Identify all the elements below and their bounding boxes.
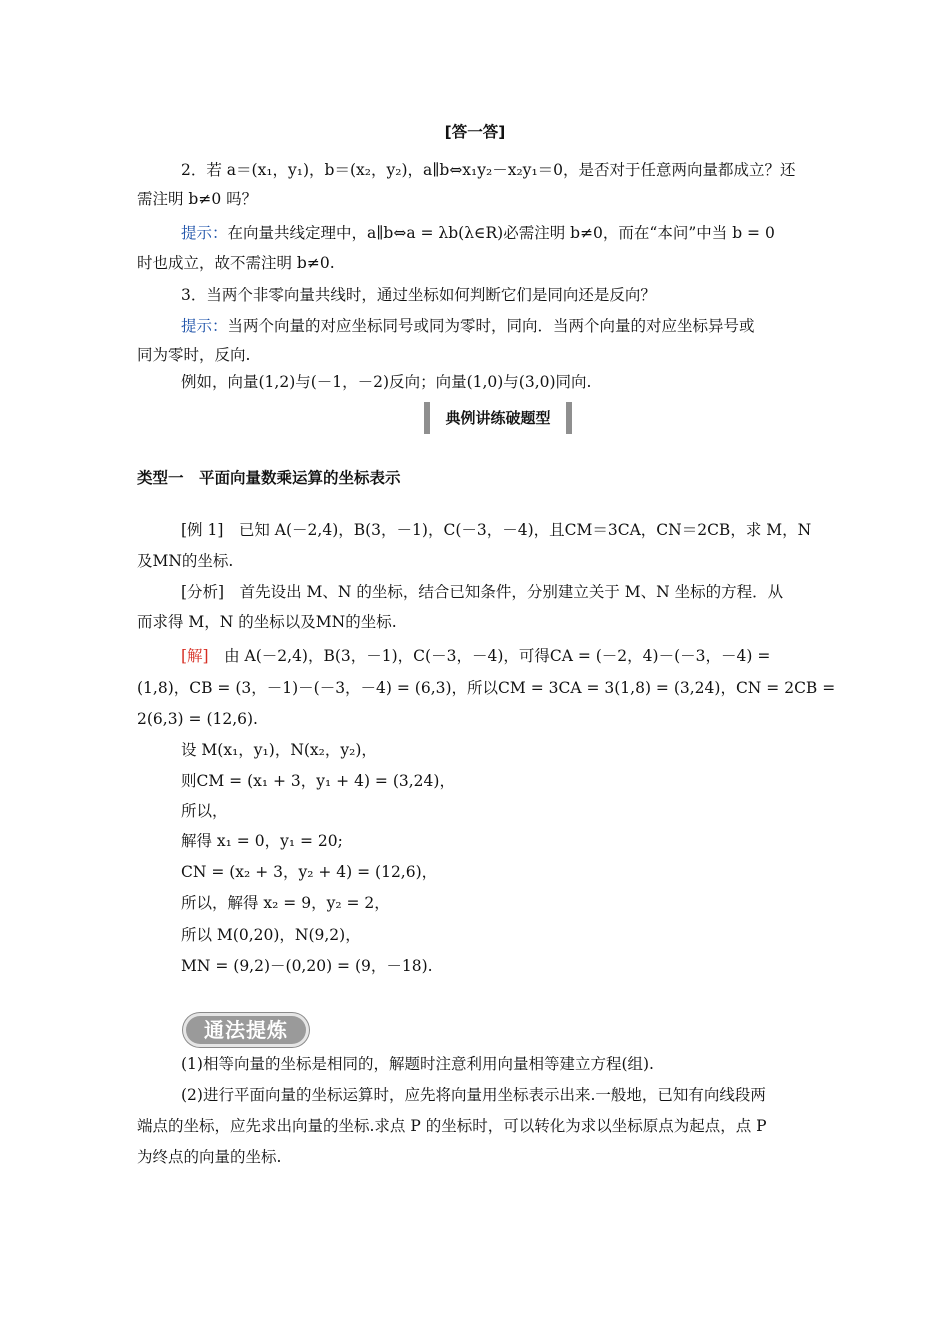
solution-step: CN = (x₂ + 3，y₂ + 4) = (12,6)，	[181, 863, 438, 881]
solution-line-3: 2(6,3) = (12,6).	[137, 710, 258, 728]
solution-step: 所以，	[181, 802, 228, 820]
section-banner	[424, 402, 572, 434]
solution-line-1	[181, 646, 817, 666]
summary-point-2-line-2: 端点的坐标，应先求出向量的坐标.求点 P 的坐标时，可以转化为求以坐标原点为起点，点 P	[137, 1117, 767, 1135]
hint-2-line-2: 同为零时，反向.	[137, 346, 251, 364]
method-summary-label: 通法提炼	[204, 1018, 288, 1042]
question-2-line-2: 需注明 b≠0 吗？	[137, 190, 258, 208]
method-summary-badge	[183, 1013, 309, 1047]
banner-title: 典例讲练破题型	[445, 409, 551, 427]
solution-line-2: (1,8)，CB = (3，－1)－(－3，－4) = (6,3)，所以CM = 3CA = 3(1,8) = (3,24)，CN = 2CB =	[137, 679, 836, 697]
hint-2-line-1	[181, 316, 817, 336]
solution-step: MN = (9,2)－(0,20) = (9，－18).	[181, 957, 433, 975]
solution-step: 解得 x₁ = 0，y₁ = 20;	[181, 832, 343, 850]
summary-point-1: (1)相等向量的坐标是相同的，解题时注意利用向量相等建立方程(组).	[181, 1055, 654, 1073]
analysis-line-1: [分析] 首先设出 M、N 的坐标，结合已知条件，分别建立关于 M、N 坐标的方程．从	[181, 583, 784, 601]
summary-point-2-line-3: 为终点的向量的坐标.	[137, 1148, 282, 1166]
example-1-line-1: [例 1] 已知 A(－2,4)，B(3，－1)，C(－3，－4)，且CM＝3CA，CN＝2CB，求 M，N	[181, 521, 812, 539]
banner-right-bar	[566, 402, 572, 434]
hint-1-line-1	[181, 223, 817, 243]
hint-label: 提示：	[181, 224, 228, 242]
solution-step: 所以 M(0,20)，N(9,2)，	[181, 926, 361, 944]
solution-label: [解]	[181, 647, 209, 665]
summary-point-2-line-1: (2)进行平面向量的坐标运算时，应先将向量用坐标表示出来.一般地，已知有向线段两	[181, 1086, 766, 1104]
hint-text: 在向量共线定理中，a∥b⇔a = λb(λ∈R)必需注明 b≠0，而在“本问”中当 b = 0	[227, 224, 775, 242]
hint-text: 当两个向量的对应坐标同号或同为零时，同向．当两个向量的对应坐标异号或	[227, 317, 755, 335]
solution-step: 则CM = (x₁ + 3，y₁ + 4) = (3,24)，	[181, 772, 455, 790]
solution-step: 设 M(x₁，y₁)，N(x₂，y₂)，	[181, 741, 377, 759]
hint-label: 提示：	[181, 317, 228, 335]
solution-text: 由 A(－2,4)，B(3，－1)，C(－3，－4)，可得CA = (－2，4)－(－3，－4) =	[208, 647, 771, 665]
hint-1-line-2: 时也成立，故不需注明 b≠0.	[137, 254, 335, 272]
solution-step: 所以，解得 x₂ = 9，y₂ = 2，	[181, 894, 390, 912]
example-1-line-2: 及MN的坐标.	[137, 552, 234, 570]
analysis-line-2: 而求得 M，N 的坐标以及MN的坐标.	[137, 613, 397, 631]
example-note: 例如，向量(1,2)与(－1，－2)反向；向量(1,0)与(3,0)同向.	[181, 373, 592, 391]
qa-header: [答一答]	[444, 123, 506, 141]
question-3: 3．当两个非零向量共线时，通过坐标如何判断它们是同向还是反向？	[181, 286, 656, 304]
type-1-title: 类型一 平面向量数乘运算的坐标表示	[137, 469, 401, 487]
question-2-line-1: 2．若 a＝(x₁，y₁)，b＝(x₂，y₂)，a∥b⇔x₁y₂－x₂y₁＝0，是否对于任意两向量都成立？还	[181, 161, 796, 179]
